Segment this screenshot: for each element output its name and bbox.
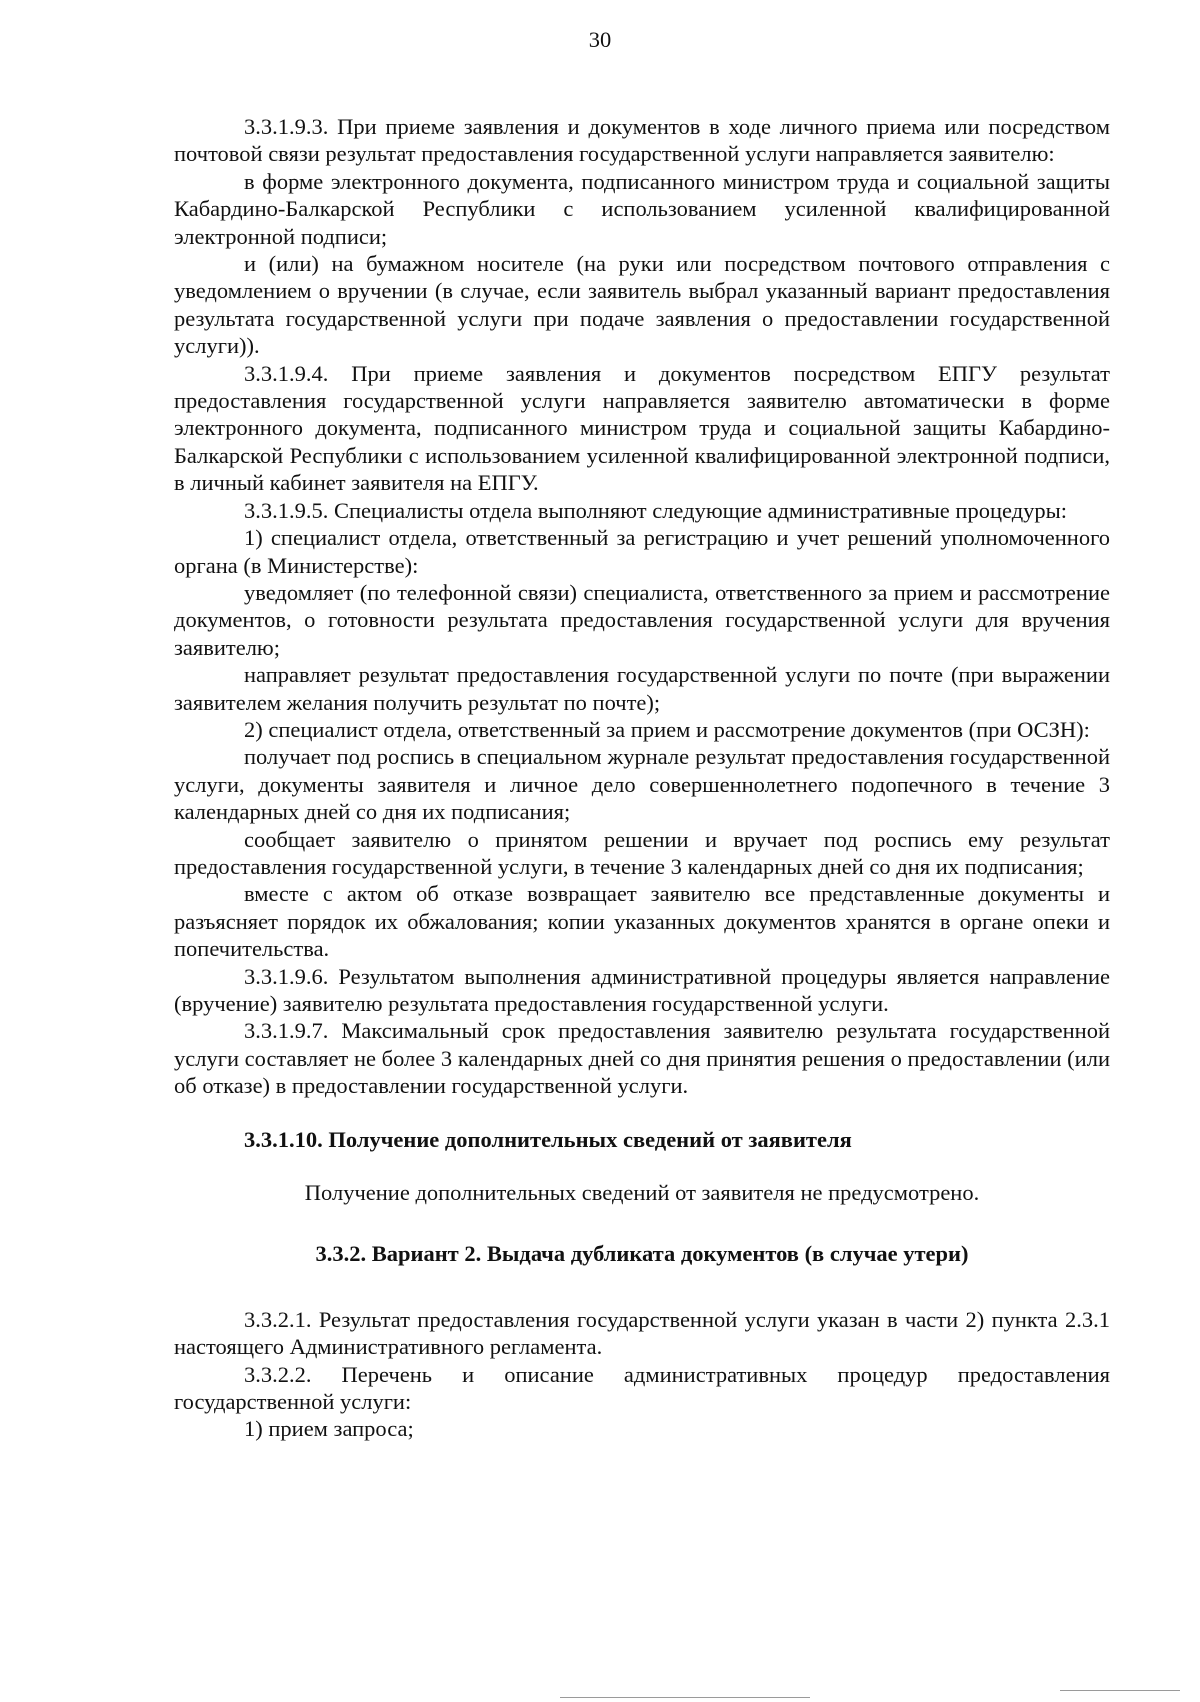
document-body <box>174 113 1110 1443</box>
spacer <box>174 1206 1110 1240</box>
section-heading-3-3-2: 3.3.2. Вариант 2. Выдача дубликата документов (в случае утери) <box>315 1241 969 1267</box>
paragraph-3-3-1-9-3: 3.3.1.9.3. При приеме заявления и документов в ходе личного приема или посредством почтовой связи результат предоставления государственной услуги направляется заявителю: <box>174 114 1110 167</box>
paragraph-receives: получает под роспись в специальном журнале результат предоставления государственной услуги, документы заявителя и личное дело совершеннолетнего подопечного в течение 3 календарных дней со дня их подписания; <box>174 744 1110 825</box>
paragraph-electronic-form: в форме электронного документа, подписанного министром труда и социальной защиты Кабардино-Балкарской Республики с использованием усиленной квалифицированной электронной подписи; <box>174 168 1110 249</box>
paragraph-3-3-1-9-7: 3.3.1.9.7. Максимальный срок предоставления заявителю результата государственной услуги составляет не более 3 календарных дней со дня принятия решения о предоставлении (или об отказе) в предоставлении государственной услуги. <box>174 1018 1110 1099</box>
list-item-2: 2) специалист отдела, ответственный за прием и рассмотрение документов (при ОСЗН): <box>244 716 1090 742</box>
page-number: 30 <box>588 27 612 52</box>
list-item-receive-request: 1) прием запроса; <box>244 1416 414 1442</box>
spacer <box>174 1268 1110 1306</box>
paragraph-notifies: уведомляет (по телефонной связи) специалиста, ответственного за прием и рассмотрение документов, о готовности результата предоставления государственной услуги для вручения заявителю; <box>174 579 1110 660</box>
paragraph-3-3-1-9-5: 3.3.1.9.5. Специалисты отдела выполняют следующие административные процедуры: <box>244 497 1068 523</box>
paragraph-3-3-1-9-6: 3.3.1.9.6. Результатом выполнения административной процедуры является направление (вручение) заявителю результата предоставления государственной услуги. <box>174 963 1110 1016</box>
paragraph-sends-by-mail: направляет результат предоставления государственной услуги по почте (при выражении заявителем желания получить результат по почте); <box>174 662 1110 715</box>
list-item-1: 1) специалист отдела, ответственный за регистрацию и учет решений уполномоченного органа (в Министерстве): <box>174 525 1110 578</box>
section-heading-3-3-1-10: 3.3.1.10. Получение дополнительных сведений от заявителя <box>244 1126 852 1152</box>
paragraph-3-3-1-9-4: 3.3.1.9.4. При приеме заявления и документов посредством ЕПГУ результат предоставления государственной услуги направляется заявителю автоматически в форме электронного документа, подписанного министром труда и социальной защиты Кабардино-Балкарской Республики с использованием усиленной квалифицированной электронной подписи, в личный кабинет заявителя на ЕПГУ. <box>174 360 1110 496</box>
spacer <box>174 1153 1110 1179</box>
spacer <box>174 1100 1110 1126</box>
scan-edge-line <box>1060 1690 1180 1691</box>
paragraph-3-3-2-1: 3.3.2.1. Результат предоставления государственной услуги указан в части 2) пункта 2.3.1 настоящего Административного регламента. <box>174 1306 1110 1360</box>
paragraph-3-3-2-2: 3.3.2.2. Перечень и описание административных процедур предоставления государственной услуги: <box>174 1361 1110 1415</box>
paragraph-paper-form: и (или) на бумажном носителе (на руки или посредством почтового отправления с уведомлением о вручении (в случае, если заявитель выбрал указанный вариант предоставления результата государственной услуги при подаче заявления о предоставлении государственной услуги)). <box>174 251 1110 359</box>
paragraph-informs: сообщает заявителю о принятом решении и вручает под роспись ему результат предоставления государственной услуги, в течение 3 календарных дней со дня их подписания; <box>174 826 1110 879</box>
paragraph-returns-documents: вместе с актом об отказе возвращает заявителю все представленные документы и разъясняет порядок их обжалования; копии указанных документов хранятся в органе опеки и попечительства. <box>174 881 1110 962</box>
section-text-3-3-1-10: Получение дополнительных сведений от заявителя не предусмотрено. <box>304 1180 980 1206</box>
scan-edge-line <box>560 1697 810 1698</box>
